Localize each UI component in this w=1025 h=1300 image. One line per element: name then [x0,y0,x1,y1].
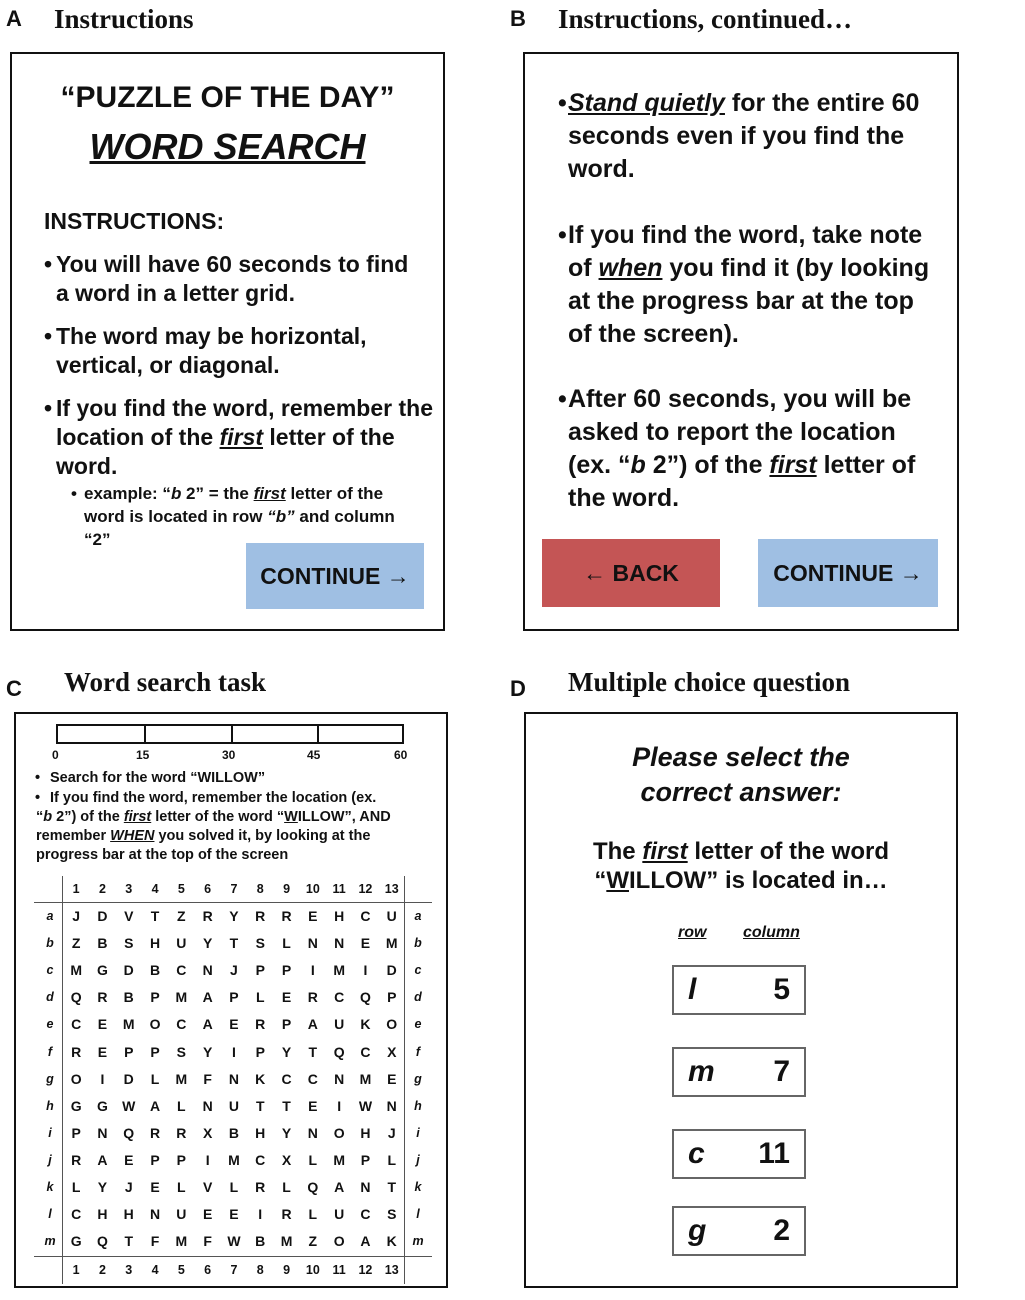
grid-letter: R [255,1179,266,1195]
grid-letter: O [149,1016,161,1033]
grid-letter: Q [123,1124,135,1141]
panel-a-title: Instructions [54,4,194,34]
grid-letter: L [282,935,291,952]
grid-column-footer: 3 [125,1263,133,1277]
grid-letter: I [310,962,315,979]
grid-row-label-right: j [416,1152,420,1167]
grid-letter: M [175,1233,188,1250]
panel-a-label: A [6,6,22,31]
grid-letter: N [360,1179,371,1195]
grid-letter: H [149,935,161,952]
grid-column-footer: 4 [151,1263,159,1277]
panel-b-screen [523,52,959,631]
instruction-bullet-2: • The word may be horizontal, vertical, or diagonal. [44,323,367,378]
grid-letter: C [360,1206,371,1223]
grid-letter: Q [307,1179,319,1195]
grid-letter: X [281,1151,292,1168]
word-search-heading: WORD SEARCH [89,126,366,167]
row-column-header: row [678,924,707,941]
grid-letter: C [360,908,371,924]
answer-choice-4[interactable]: g 2 [672,1206,806,1256]
grid-letter: R [71,1043,82,1060]
progress-divider [144,726,146,742]
grid-letter: V [202,1179,213,1195]
grid-row-label-right: b [414,936,422,951]
question-prompt-line-1: Please select the [632,742,850,772]
grid-letter: G [97,1097,108,1114]
grid-letter: A [97,1151,108,1168]
progress-tick: 15 [136,748,150,762]
grid-letter: P [229,989,239,1006]
instructions-heading: INSTRUCTIONS: [44,208,225,234]
grid-letter: P [124,1043,134,1060]
grid-row-label-right: l [416,1207,420,1222]
grid-letter: H [123,1206,134,1223]
grid-letter: I [100,1070,105,1087]
grid-letter: J [230,962,238,979]
grid-column-footer: 1 [72,1263,80,1277]
grid-letter: E [97,1016,108,1033]
grid-letter: Y [281,1043,292,1060]
grid-letter: D [97,908,108,924]
grid-letter: P [255,962,265,979]
grid-letter: R [255,908,266,924]
grid-letter: M [280,1233,293,1250]
grid-letter: E [387,1070,397,1087]
grid-row-label: c [46,963,54,978]
grid-letter: L [255,989,265,1006]
grid-row-label: a [46,909,54,923]
grid-letter: I [258,1206,263,1223]
grid-letter: B [123,989,134,1006]
grid-letter: A [307,1016,318,1033]
continue-button-b[interactable]: CONTINUE → [758,539,938,607]
back-button[interactable]: ← BACK [542,539,720,607]
grid-letter: M [175,1070,188,1087]
grid-letter: T [255,1097,265,1114]
puzzle-heading: “PUZZLE OF THE DAY” [60,81,395,114]
grid-letter: R [97,989,108,1006]
grid-letter: P [281,962,292,979]
grid-letter: M [175,989,188,1006]
grid-letter: K [386,1233,397,1250]
grid-column-header: 11 [332,882,346,896]
task-instruction-2: • If you find the word, remember the location (ex. [35,790,377,806]
grid-letter: U [228,1097,239,1114]
panel-a-screen [10,52,445,631]
question-text-line-2: “WILLOW” is located in… [594,867,888,894]
grid-letter: P [360,1151,371,1168]
panel-c-screen [14,712,448,1288]
grid-letter: U [386,908,397,924]
instruction-bullet-3: • If you find the word, remember the location of the first letter of the word. [44,395,433,479]
grid-letter: A [360,1233,371,1250]
grid-column-footer: 10 [305,1263,320,1277]
answer-choice-2[interactable]: m 7 [672,1047,806,1097]
grid-row-label: g [46,1071,54,1086]
grid-letter: C [255,1151,266,1168]
grid-letter: N [202,1097,213,1114]
grid-column-header: 10 [305,882,320,896]
panel-d-screen [524,712,958,1288]
grid-letter: Y [281,1124,292,1141]
grid-letter: V [124,908,134,924]
grid-row-label: f [47,1044,53,1059]
progress-tick: 30 [222,748,236,762]
grid-letter: R [255,1016,266,1033]
grid-letter: N [334,935,345,952]
grid-column-footer: 6 [204,1263,212,1277]
grid-row-label-right: k [414,1180,422,1194]
grid-letter: L [229,1179,239,1195]
grid-column-footer: 12 [358,1263,373,1277]
grid-column-footer: 13 [384,1263,399,1277]
grid-letter: P [387,989,397,1006]
grid-letter: C [71,1016,82,1033]
grid-letter: C [360,1043,371,1060]
grid-letter: U [334,1016,345,1033]
grid-letter: Z [177,908,186,924]
grid-row-label-right: e [414,1017,422,1032]
grid-letter: P [150,1151,160,1168]
grid-letter: H [334,908,345,924]
grid-letter: P [255,1043,265,1060]
grid-column-footer: 9 [283,1263,291,1277]
grid-letter: L [150,1070,160,1087]
grid-row-label: l [48,1207,52,1222]
grid-letter: W [122,1097,136,1114]
grid-row-label-right: i [416,1125,420,1140]
grid-letter: E [97,1043,108,1060]
grid-letter: N [202,962,213,979]
grid-row-label-right: f [415,1044,421,1059]
grid-letter: M [122,1016,135,1033]
grid-letter: A [202,989,213,1006]
grid-letter: D [386,962,397,979]
grid-letter: C [307,1070,318,1087]
grid-letter: L [177,1097,186,1114]
grid-letter: N [149,1206,161,1223]
grid-letter: S [176,1043,186,1060]
grid-letter: B [97,935,108,952]
grid-letter: I [363,962,368,979]
grid-letter: F [203,1233,212,1250]
grid-letter: Z [71,935,81,952]
grid-column-header: 3 [125,882,133,896]
grid-letter: T [150,908,160,924]
grid-row-label: e [46,1017,54,1032]
grid-letter: E [150,1179,160,1195]
grid-row-label-right: c [414,963,422,978]
grid-row-label: i [48,1125,52,1140]
grid-column-header: 6 [204,882,212,896]
grid-letter: P [176,1151,186,1168]
grid-letter: K [360,1016,371,1033]
grid-letter: G [70,1233,82,1250]
grid-letter: N [334,1070,345,1087]
grid-letter: J [124,1179,133,1195]
grid-letter: U [176,1206,187,1223]
grid-letter: F [150,1233,160,1250]
answer-choice-1[interactable]: l 5 [672,965,806,1015]
grid-letter: O [70,1070,82,1087]
grid-letter: G [70,1097,82,1114]
grid-letter: S [387,1206,397,1223]
grid-letter: A [202,1016,213,1033]
grid-letter: Y [202,935,213,952]
grid-letter: U [176,935,187,952]
task-instruction-2b: “b 2”) of the first letter of the word “WILLOW”, AND [36,809,391,825]
grid-letter: L [308,1206,318,1223]
instruction-bullet-note-when: • If you find the word, take note of when you find it (by looking at the progress bar at the top of the screen). [558,221,930,348]
grid-row-label: b [46,936,54,951]
grid-letter: M [333,962,345,979]
grid-letter: H [97,1206,108,1223]
question-text-line-1: The first letter of the word [592,838,890,865]
grid-letter: T [124,1233,134,1250]
grid-row-label-right: d [414,990,422,1005]
grid-letter: L [71,1179,81,1195]
grid-letter: N [386,1097,397,1114]
grid-letter: O [333,1233,345,1250]
grid-letter: C [334,989,345,1006]
task-instruction-2c: remember WHEN you solved it, by looking at the [36,828,371,844]
grid-letter: N [97,1124,108,1141]
grid-letter: T [229,935,239,952]
panel-d-label: D [510,676,526,701]
grid-letter: S [255,935,265,952]
grid-letter: N [307,1124,318,1141]
grid-column-footer: 8 [256,1263,264,1277]
grid-column-footer: 2 [98,1263,106,1277]
grid-row-label-right: m [412,1234,424,1249]
instruction-example: • example: “b 2” = the first letter of the word is located in row “b” and column “2” [71,484,395,549]
grid-letter: L [308,1151,318,1168]
grid-letter: T [387,1179,397,1195]
grid-letter: L [282,1179,291,1195]
grid-letter: I [205,1151,210,1168]
progress-bar [56,724,404,744]
grid-row-label: k [46,1180,54,1194]
grid-letter: P [281,1016,292,1033]
instruction-bullet-stand-quietly: • Stand quietly for the entire 60 seconds even if you find the word. [558,89,920,183]
grid-column-header: 8 [256,882,264,896]
grid-letter: L [387,1151,397,1168]
grid-column-header: 2 [98,882,106,896]
grid-letter: G [97,962,108,979]
grid-letter: L [177,1179,186,1195]
letter-grid [34,876,432,1284]
grid-letter: Q [97,1233,108,1250]
grid-letter: Z [308,1233,318,1250]
continue-button[interactable]: CONTINUE → [246,543,424,609]
grid-letter: Q [70,989,82,1006]
grid-letter: Y [229,908,239,924]
grid-letter: R [281,908,292,924]
grid-column-header: 13 [384,882,399,896]
grid-letter: H [360,1124,371,1141]
grid-letter: P [150,1043,160,1060]
grid-letter: B [149,962,161,979]
grid-letter: K [255,1070,266,1087]
grid-letter: X [387,1043,397,1060]
grid-column-footer: 11 [332,1263,346,1277]
panel-c-title: Word search task [64,667,267,697]
column-column-header: column [743,924,800,941]
panel-d-title: Multiple choice question [568,667,850,697]
grid-letter: R [149,1124,161,1141]
grid-letter: W [358,1097,373,1114]
panel-c-label: C [6,676,22,701]
grid-letter: M [333,1151,345,1168]
grid-letter: Y [97,1179,108,1195]
question-prompt-line-2: correct answer: [640,777,842,807]
grid-letter: W [227,1233,241,1250]
grid-letter: I [337,1097,342,1114]
instruction-bullet-1: • You will have 60 seconds to find a word in a letter grid. [44,251,409,306]
grid-letter: M [359,1070,372,1087]
grid-letter: E [308,1097,318,1114]
grid-letter: O [386,1016,398,1033]
grid-column-footer: 5 [177,1263,185,1277]
grid-letter: M [228,1151,240,1168]
grid-letter: X [202,1124,213,1141]
grid-row-label-right: g [414,1071,422,1086]
grid-letter: U [334,1206,345,1223]
grid-letter: D [123,962,134,979]
grid-letter: Q [360,989,371,1006]
grid-column-header: 5 [177,882,185,896]
grid-row-label-right: h [414,1098,422,1113]
grid-letter: A [149,1097,161,1114]
progress-tick: 45 [307,748,321,762]
grid-letter: B [255,1233,266,1250]
task-instruction-2d: progress bar at the top of the screen [36,847,289,863]
grid-letter: F [203,1070,212,1087]
grid-letter: E [360,935,371,952]
grid-letter: R [176,1124,187,1141]
grid-letter: E [229,1206,239,1223]
grid-letter: P [71,1124,81,1141]
grid-letter: P [150,989,160,1006]
grid-letter: E [124,1151,134,1168]
grid-letter: O [333,1124,345,1141]
grid-letter: E [281,989,292,1006]
grid-column-header: 7 [230,882,238,896]
grid-row-label-right: a [414,909,422,923]
grid-letter: I [232,1043,236,1060]
grid-letter: M [385,935,398,952]
grid-column-header: 1 [72,882,80,896]
grid-letter: T [282,1097,291,1114]
grid-letter: N [307,935,318,952]
progress-tick: 60 [394,748,408,762]
grid-letter: Q [333,1043,345,1060]
grid-letter: N [228,1070,239,1087]
grid-row-label: d [46,990,54,1005]
grid-letter: M [70,962,82,979]
grid-letter: C [176,1016,187,1033]
panel-b-title: Instructions, continued… [558,4,853,34]
grid-letter: D [123,1070,134,1087]
grid-row-label: h [46,1098,54,1113]
task-instruction-1: • Search for the word “WILLOW” [35,770,266,786]
instruction-bullet-report: • After 60 seconds, you will be asked to report the location (ex. “b 2”) of the first letter of the word. [558,385,916,512]
grid-column-footer: 7 [230,1263,238,1277]
grid-column-header: 9 [283,882,291,896]
grid-row-label: m [44,1234,56,1249]
grid-letter: E [202,1206,213,1223]
grid-letter: J [72,908,81,924]
answer-choice-3[interactable]: c 11 [672,1129,806,1179]
grid-letter: R [307,989,318,1006]
grid-column-header: 12 [358,882,373,896]
grid-letter: R [71,1151,82,1168]
grid-letter: C [281,1070,292,1087]
grid-letter: J [387,1124,396,1141]
grid-letter: T [308,1043,318,1060]
grid-column-header: 4 [151,882,159,896]
grid-letter: C [71,1206,82,1223]
grid-letter: R [281,1206,292,1223]
progress-tick: 0 [52,748,59,762]
grid-letter: C [176,962,187,979]
grid-letter: S [124,935,134,952]
panel-b-label: B [510,6,526,31]
grid-row-label: j [48,1152,52,1167]
grid-letter: E [229,1016,239,1033]
grid-letter: A [334,1179,345,1195]
progress-divider [317,726,319,742]
grid-letter: B [228,1124,239,1141]
grid-letter: R [202,908,213,924]
grid-letter: Y [202,1043,213,1060]
grid-letter: E [308,908,318,924]
grid-letter: H [255,1124,266,1141]
progress-divider [231,726,233,742]
